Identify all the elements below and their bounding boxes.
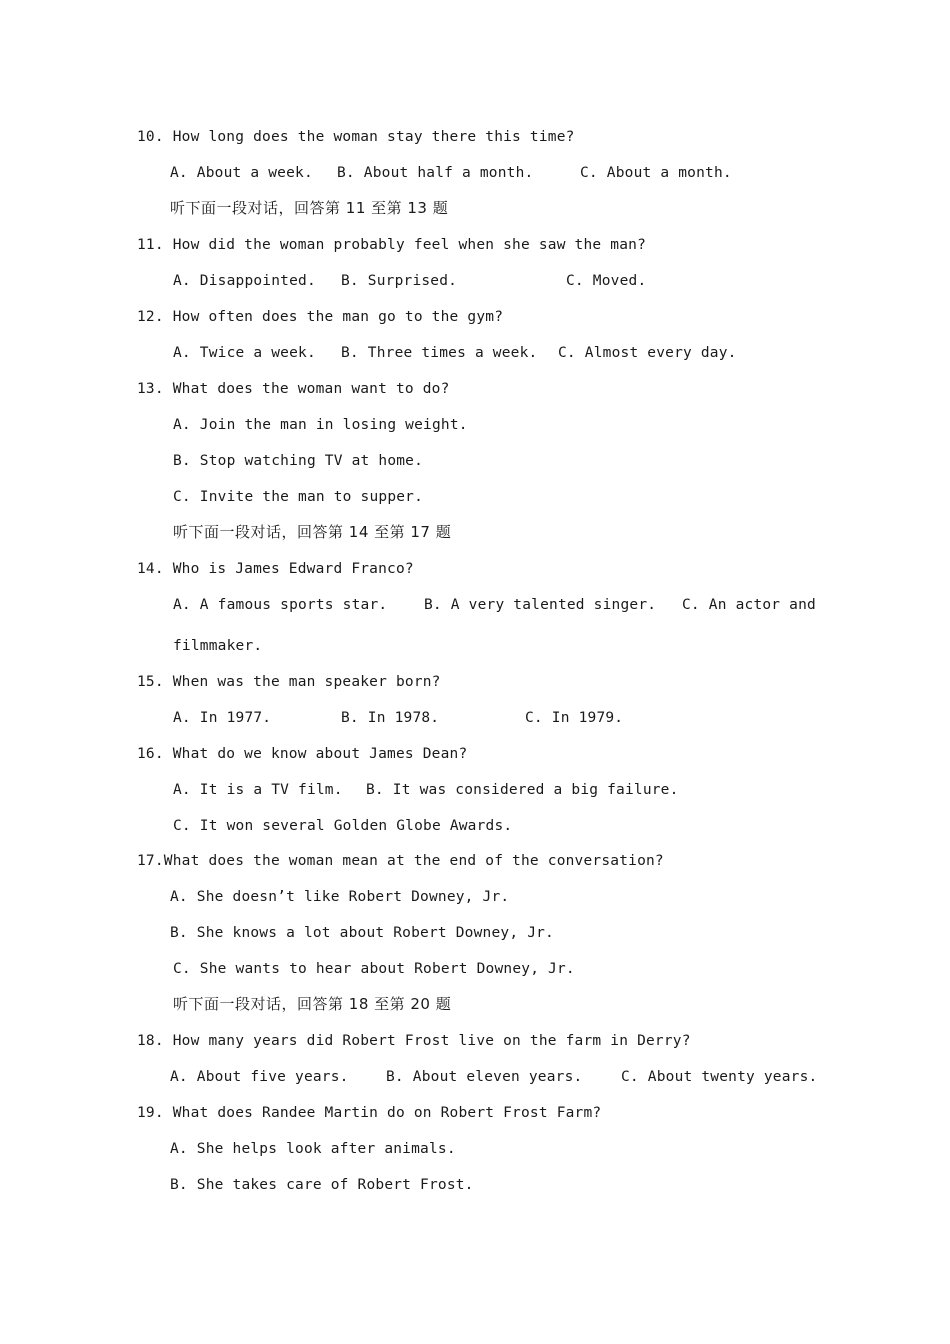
question-11-option-a: A. Disappointed. (173, 273, 316, 289)
question-15-option-c: C. In 1979. (525, 710, 624, 726)
question-10-option-a: A. About a week. (170, 165, 313, 181)
question-14-stem: 14. Who is James Edward Franco? (137, 561, 414, 577)
question-11-option-b: B. Surprised. (341, 273, 458, 289)
question-19-option-b: B. She takes care of Robert Frost. (170, 1177, 474, 1193)
question-11-option-c: C. Moved. (566, 273, 647, 289)
question-19-stem: 19. What does Randee Martin do on Robert Frost Farm? (137, 1105, 602, 1121)
question-16-option-c: C. It won several Golden Globe Awards. (173, 818, 513, 834)
question-12-option-b: B. Three times a week. (341, 345, 538, 361)
section-instruction-11-13: 听下面一段对话，回答第 11 至第 13 题 (170, 199, 449, 217)
question-11-stem: 11. How did the woman probably feel when she saw the man? (137, 237, 646, 253)
question-17-option-a: A. She doesn’t like Robert Downey, Jr. (170, 889, 510, 905)
question-16-stem: 16. What do we know about James Dean? (137, 746, 468, 762)
question-18-option-b: B. About eleven years. (386, 1069, 583, 1085)
question-15-stem: 15. When was the man speaker born? (137, 674, 441, 690)
question-17-option-b: B. She knows a lot about Robert Downey, Jr. (170, 925, 554, 941)
question-10-option-b: B. About half a month. (337, 165, 534, 181)
question-17-stem: 17.What does the woman mean at the end of the conversation? (137, 853, 664, 869)
question-16-option-a: A. It is a TV film. (173, 782, 343, 798)
question-13-option-a: A. Join the man in losing weight. (173, 417, 468, 433)
section-instruction-18-20: 听下面一段对话，回答第 18 至第 20 题 (173, 995, 452, 1013)
question-19-option-a: A. She helps look after animals. (170, 1141, 456, 1157)
question-10-stem: 10. How long does the woman stay there this time? (137, 129, 575, 145)
question-10-option-c: C. About a month. (580, 165, 732, 181)
question-14-option-a: A. A famous sports star. (173, 597, 388, 613)
question-16-option-b: B. It was considered a big failure. (366, 782, 679, 798)
question-13-option-b: B. Stop watching TV at home. (173, 453, 424, 469)
question-18-option-c: C. About twenty years. (621, 1069, 818, 1085)
question-13-stem: 13. What does the woman want to do? (137, 381, 450, 397)
question-13-option-c: C. Invite the man to supper. (173, 489, 424, 505)
question-14-option-c: C. An actor and (682, 597, 816, 613)
question-12-option-c: C. Almost every day. (558, 345, 737, 361)
question-12-stem: 12. How often does the man go to the gym? (137, 309, 504, 325)
question-18-option-a: A. About five years. (170, 1069, 349, 1085)
question-17-option-c: C. She wants to hear about Robert Downey, Jr. (173, 961, 575, 977)
question-18-stem: 18. How many years did Robert Frost live on the farm in Derry? (137, 1033, 691, 1049)
section-instruction-14-17: 听下面一段对话，回答第 14 至第 17 题 (173, 523, 452, 541)
question-15-option-b: B. In 1978. (341, 710, 440, 726)
question-14-option-b: B. A very talented singer. (424, 597, 657, 613)
question-15-option-a: A. In 1977. (173, 710, 272, 726)
question-12-option-a: A. Twice a week. (173, 345, 316, 361)
question-14-option-c-continued: filmmaker. (173, 638, 263, 654)
